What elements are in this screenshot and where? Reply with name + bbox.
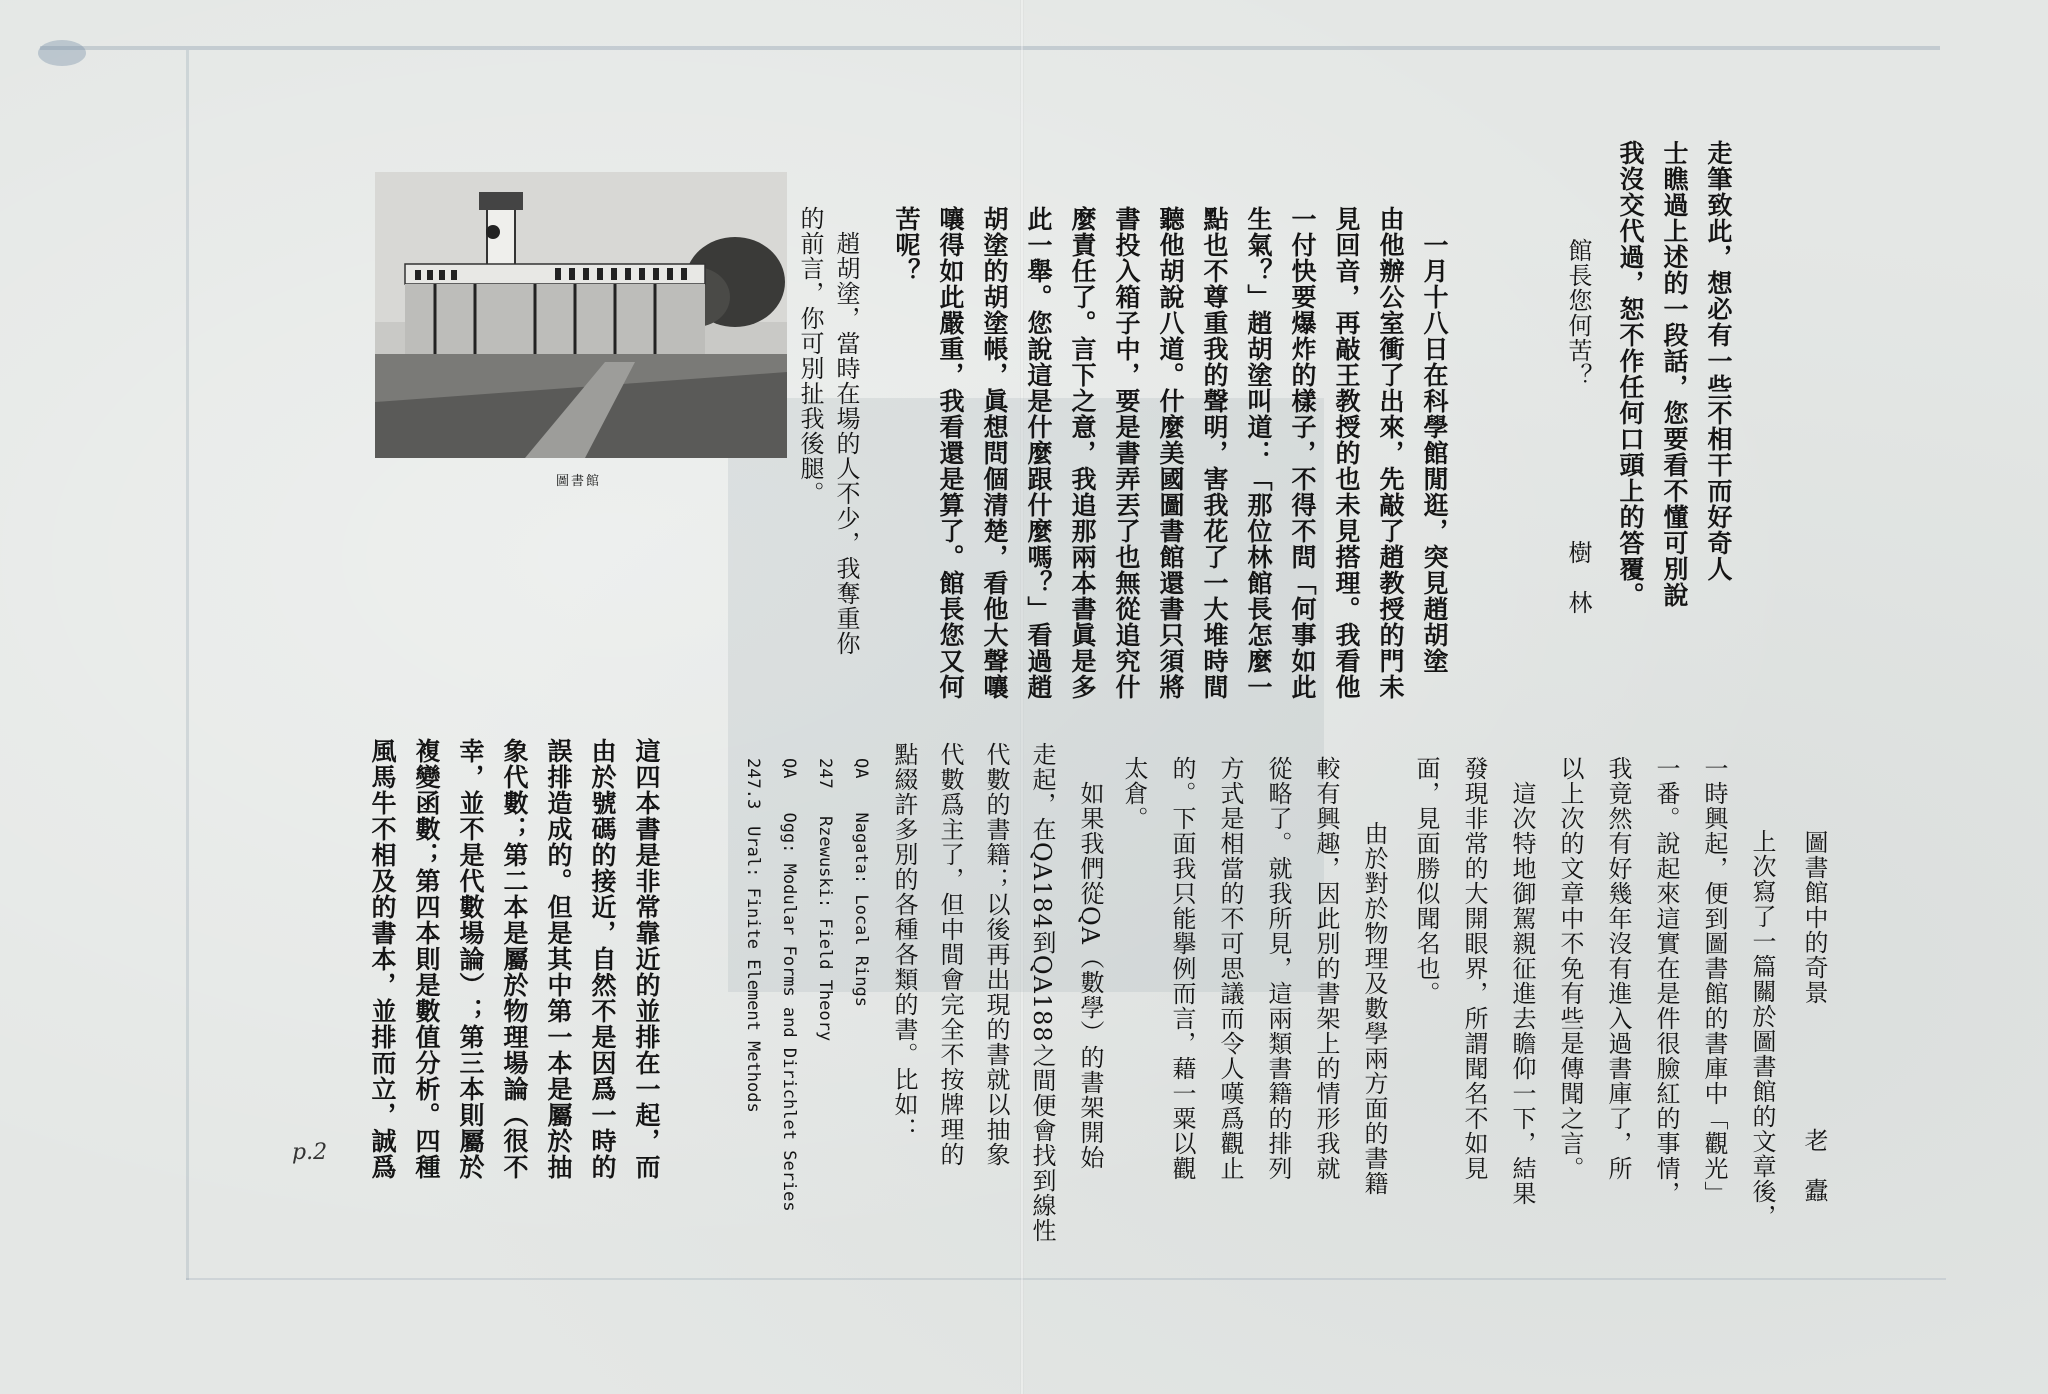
left-column-3: 誤排造成的。但是其中第一本是屬於抽 <box>544 738 573 1180</box>
article2-column-13: 的。下面我只能擧例而言，藉一粟以觀 <box>1168 756 1196 1181</box>
ink-blot <box>38 40 86 66</box>
left-column-1: 這四本書是非常靠近的並排在一起，而 <box>632 738 661 1180</box>
book-entry-1: QA Nagata: Local Rings <box>851 758 871 1007</box>
article2-column-5: 以上次的文章中不免有些是傳聞之言。 <box>1556 756 1584 1181</box>
book-entry-3: QA Ogg: Modular Forms and Dirichlet Series <box>779 758 799 1212</box>
article1-column-4: 一付快要爆炸的樣子，不得不問「何事如此 <box>1288 206 1317 700</box>
article2-column-4: 我竟然有好幾年沒有進入過書庫了，所 <box>1604 756 1632 1181</box>
article2-column-14: 太倉。 <box>1120 756 1148 831</box>
article2-column-9: 由於對於物理及數學兩方面的書籍 <box>1360 796 1388 1196</box>
book-entry-2: 247 Rzewuski: Field Theory <box>815 758 835 1042</box>
article2-column-17: 代數的書籍；以後再出現的書就以抽象 <box>982 742 1010 1167</box>
article1-column-9: 麼責任了。言下之意，我追那兩本書眞是多 <box>1068 206 1097 700</box>
article2-column-19: 點綴許多別的各種各類的書。比如： <box>890 742 918 1142</box>
article2-column-11: 從略了。就我所見，這兩類書籍的排列 <box>1264 756 1292 1181</box>
article2-column-6: 這次特地御駕親征進去瞻仰一下，結果 <box>1508 756 1536 1206</box>
article1-column-7: 聽他胡說八道。什麼美國圖書館還書只須將 <box>1156 206 1185 700</box>
article1-column-13: 苦呢？ <box>892 206 921 284</box>
article2-column-7: 發現非常的大開眼界，所謂聞名不如見 <box>1460 756 1488 1181</box>
article1-column-11: 胡塗的胡塗帳，眞想問個清楚，看他大聲嚷 <box>980 206 1009 700</box>
article1-column-10: 此一舉。您說這是什麼跟什麼嗎？」看過趙 <box>1024 206 1053 700</box>
article1-column-15: 的前言，你可別扯我後腿。 <box>796 206 824 506</box>
article1-column-6: 點也不尊重我的聲明，害我花了一大堆時間 <box>1200 206 1229 700</box>
article2-column-10: 較有興趣，因此別的書架上的情形我就 <box>1312 756 1340 1181</box>
page-note: p.2 <box>292 1140 328 1165</box>
article2-column-16: 走起，在QA184到QA188之間便會找到線性 <box>1028 742 1056 1243</box>
article2-column-12: 方式是相當的不可思議而令人嘆爲觀止 <box>1216 756 1244 1181</box>
frame-line-top <box>40 46 1940 50</box>
intro-column-2: 士瞧過上述的一段話，您要看不懂可別說 <box>1660 140 1689 608</box>
article1-column-5: 生氣？」趙胡塗叫道：「那位林館長怎麼一 <box>1244 206 1273 700</box>
article2-column-18: 代數爲主了，但中間會完全不按牌理的 <box>936 742 964 1167</box>
article1-column-8: 書投入箱子中，要是書弄丟了也無從追究什 <box>1112 206 1141 700</box>
intro-column-3: 我沒交代過，恕不作任何口頭上的答覆。 <box>1616 140 1645 608</box>
article1-column-1: 一月十八日在科學館閒逛，突見趙胡塗 <box>1420 206 1449 674</box>
left-column-7: 風馬牛不相及的書本，並排而立，誠爲 <box>368 738 397 1180</box>
library-photo <box>375 172 787 458</box>
article2-column-3: 一番。說起來這實在是件很臉紅的事情， <box>1652 756 1680 1206</box>
article2-column-15: 如果我們從QA（數學）的書架開始 <box>1076 756 1104 1171</box>
article1-column-12: 嚷得如此嚴重，我看還是算了。館長您又何 <box>936 206 965 700</box>
article1-column-3: 見回音，再敲王教授的也未見搭理。我看他 <box>1332 206 1361 700</box>
article2-column-8: 面，見面勝似聞名也。 <box>1412 756 1440 1006</box>
frame-line-bottom <box>186 1278 1946 1280</box>
book-entry-4: 247.3 Ural: Finite Element Methods <box>743 758 763 1113</box>
article1-column-14: 趙胡塗，當時在場的人不少，我奪重你 <box>832 206 860 656</box>
photo-caption: 圖書館 <box>556 474 602 489</box>
article1-title: 館長您何苦？ <box>1564 238 1592 388</box>
article2-column-1: 上次寫了一篇關於圖書館的文章後， <box>1748 804 1776 1229</box>
article2-author: 老 蠹 <box>1800 1128 1828 1203</box>
intro-column-1: 走筆致此，想必有一些不相干而好奇人 <box>1704 140 1733 582</box>
left-column-6: 複變函數；第四本則是數值分析。四種 <box>412 738 441 1180</box>
article2-column-2: 一時興起，便到圖書館的書庫中「觀光」 <box>1700 756 1728 1206</box>
left-column-2: 由於號碼的接近，自然不是因爲一時的 <box>588 738 617 1180</box>
article2-title: 圖書館中的奇景 <box>1800 830 1828 1005</box>
left-column-5: 幸，並不是代數場論）；第三本則屬於 <box>456 738 485 1180</box>
article1-column-2: 由他辦公室衝了出來，先敲了趙教授的門未 <box>1376 206 1405 700</box>
article1-author: 樹 林 <box>1564 540 1592 615</box>
left-column-4: 象代數；第二本是屬於物理場論（很不 <box>500 738 529 1180</box>
frame-line-left <box>186 50 189 1280</box>
